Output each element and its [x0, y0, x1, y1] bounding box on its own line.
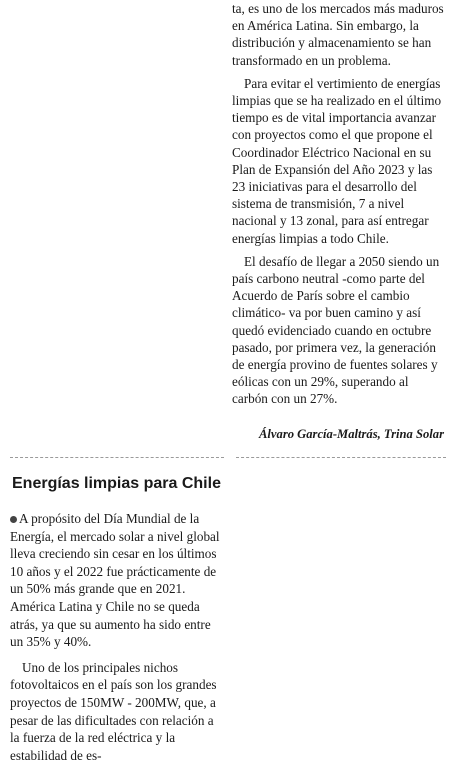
divider-left — [10, 457, 224, 458]
right-paragraph-1: ta, es uno de los mercados más maduros en América Latina. Sin embargo, la distribución y almacenamiento se han transformado en un problema. — [232, 1, 444, 68]
right-column — [232, 0, 444, 408]
left-paragraph-1 — [10, 510, 222, 651]
left-paragraph-2: Uno de los principales nichos fotovoltaicos en el país son los grandes proyectos de 150MW - 200MW, que, a pesar de las dificultades con relación a la fuerza de la red eléctrica y la estabilidad de es- — [10, 659, 217, 763]
right-paragraph-3: El desafío de llegar a 2050 siendo un país carbono neutral -como parte del Acuerdo de París sobre el cambio climático- va por buen camino y así quedó evidenciado cuando en octubre pasado, por primera vez, la generación de energía provino de fuentes solares y eólicas con un 29%, superando al carbón con un 27%. — [232, 253, 440, 407]
left-paragraph-1-text: A propósito del Día Mundial de la Energía, el mercado solar a nivel global lleva creciendo sin cesar en los últimos 10 años y el 2022 fue prácticamente de un 50% más grande que en 2021. América Latina y Chile no se queda atrás, ya que su aumento ha sido entre un 35% y 40%. — [10, 511, 220, 650]
right-paragraph-2: Para evitar el vertimiento de energías limpias que se ha realizado en el último tiempo es de vital importancia avanzar con proyectos como el que propone el Coordinador Eléctrico Nacional en su Plan de Expansión del Año 2023 y las 23 iniciativas para el desarrollo del sistema de transmisión, 7 a nivel nacional y 13 zonal, para así entregar energías limpias a todo Chile. — [232, 75, 442, 246]
divider-right — [236, 457, 446, 458]
author-signature: Álvaro García-Maltrás, Trina Solar — [259, 427, 444, 441]
bullet-icon — [10, 516, 17, 523]
article-headline: Energías limpias para Chile — [12, 475, 221, 492]
left-column — [10, 510, 222, 764]
